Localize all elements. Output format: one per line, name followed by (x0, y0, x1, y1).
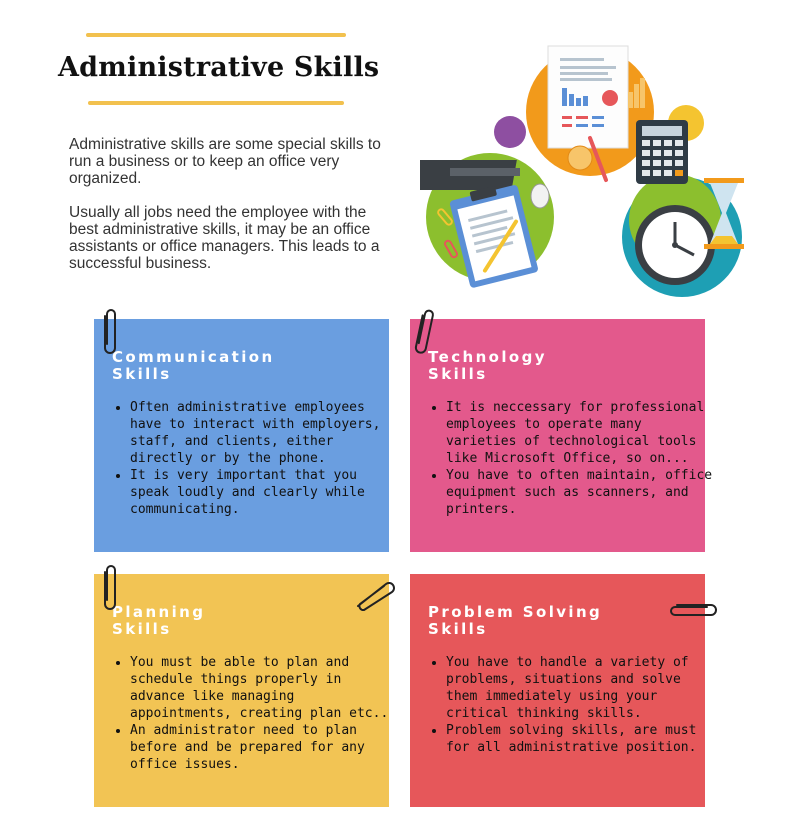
planning-skills-card (94, 574, 389, 807)
list-item: • Often administrative employees have to interact with employers, staff, and clients, either directly or by the phone. (130, 399, 398, 467)
list-item: • You must be able to plan and schedule things properly in advance like managing appointments, creating plan etc.. (130, 654, 398, 722)
intro-paragraph-2: Usually all jobs need the employee with the best administrative skills, it may be an office assistants or office managers. This leads to a successful business. (69, 204, 380, 272)
laptop-icon (420, 160, 520, 190)
card-title: Planning Skills (112, 603, 206, 638)
purple-dot (494, 116, 526, 148)
page-title: Administrative Skills (58, 52, 380, 83)
paper-clip-icon (99, 308, 119, 356)
communication-skills-card (94, 319, 389, 552)
card-title: Technology Skills (428, 348, 547, 383)
list-item: • You have to often maintain, office equipment such as scanners, and printers. (446, 467, 714, 518)
bullet-list (428, 654, 714, 756)
bullet-list (428, 399, 714, 518)
technology-skills-card (410, 319, 713, 552)
list-item: • Problem solving skills, are must for all administrative position. (446, 722, 714, 756)
card-title: Problem Solving Skills (428, 603, 603, 638)
title-underline-bottom (88, 101, 344, 105)
calculator-icon (636, 120, 688, 184)
bullet-list (112, 399, 398, 518)
clock-icon (635, 205, 715, 285)
paper-clip-icon (669, 600, 719, 620)
title-underline-top (86, 33, 346, 37)
paper-clip-icon (352, 576, 396, 612)
report-document-icon (548, 46, 628, 148)
list-item: • It is very important that you speak loudly and clearly while communicating. (130, 467, 398, 518)
pie-chart-icon (568, 146, 592, 170)
office-illustration (420, 40, 760, 302)
bullet-list (112, 654, 398, 773)
list-item: • An administrator need to plan before and be prepared for any office issues. (130, 722, 398, 773)
problem-solving-skills-card (410, 574, 705, 807)
mouse-icon (531, 184, 549, 208)
paper-clip-icon (99, 564, 119, 612)
card-title: Communication Skills (112, 348, 275, 383)
intro-paragraph-1: Administrative skills are some special skills to run a business or to keep an office very organized. (69, 136, 381, 187)
list-item: • It is neccessary for professional employees to operate many varieties of technological tools like Microsoft Office, so on... (446, 399, 714, 467)
list-item: • You have to handle a variety of problems, situations and solve them immediately using your critical thinking skills. (446, 654, 714, 722)
